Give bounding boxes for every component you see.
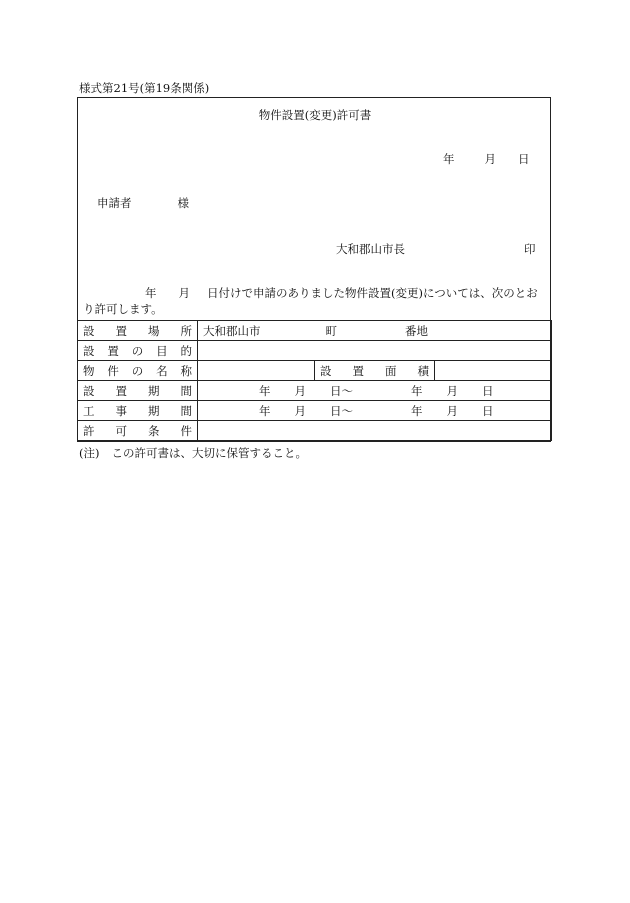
applicant-line: [97, 195, 189, 211]
construction-period-value: 年 月 日〜 年 月 日: [198, 401, 552, 421]
permit-details-table: [77, 320, 552, 441]
purpose-value: [198, 341, 552, 361]
form-number: 様式第21号(第19条関係): [79, 81, 210, 95]
mayor-title: 大和郡山市長: [336, 242, 405, 256]
object-name-label: 物 件 の 名 称: [78, 361, 198, 381]
issue-date-day: 日: [518, 152, 530, 166]
permit-document: [77, 97, 551, 442]
issue-date-year: 年: [443, 152, 455, 166]
area-value: [435, 361, 552, 381]
location-lot: 番地: [405, 323, 428, 338]
installation-period-value: 年 月 日〜 年 月 日: [198, 381, 552, 401]
applicant-honorific: 様: [177, 196, 189, 210]
statement-month: 月: [178, 286, 190, 300]
seal-mark: 印: [524, 242, 536, 256]
location-label: 設 置 場 所: [78, 321, 198, 341]
table-row: [78, 361, 552, 381]
construction-period-label: 工 事 期 間: [78, 401, 198, 421]
statement-text: 日付けで申請のありました物件設置(変更)については、次のとおり許可します。: [83, 286, 538, 316]
location-value: [198, 321, 552, 341]
area-label: 設 置 面 積: [315, 361, 435, 381]
purpose-label: 設 置 の 目 的: [78, 341, 198, 361]
issue-date: [443, 151, 530, 167]
applicant-label: 申請者: [97, 196, 132, 210]
table-row: [78, 381, 552, 401]
object-name-value: [198, 361, 315, 381]
document-title: 物件設置(変更)許可書: [258, 108, 372, 122]
permit-statement: [83, 285, 545, 317]
footnote-text: この許可書は、大切に保管すること。: [111, 446, 307, 460]
footnote-prefix: (注): [79, 446, 100, 460]
issue-date-month: 月: [484, 152, 496, 166]
location-city: 大和郡山市: [203, 323, 261, 338]
permit-conditions-value: [198, 421, 552, 441]
location-town: 町: [325, 323, 337, 338]
permit-conditions-label: 許 可 条 件: [78, 421, 198, 441]
statement-year: 年: [145, 286, 157, 300]
table-row: [78, 421, 552, 441]
installation-period-label: 設 置 期 間: [78, 381, 198, 401]
footnote: [79, 445, 307, 461]
table-row: [78, 341, 552, 361]
table-row: [78, 401, 552, 421]
table-row: [78, 321, 552, 341]
